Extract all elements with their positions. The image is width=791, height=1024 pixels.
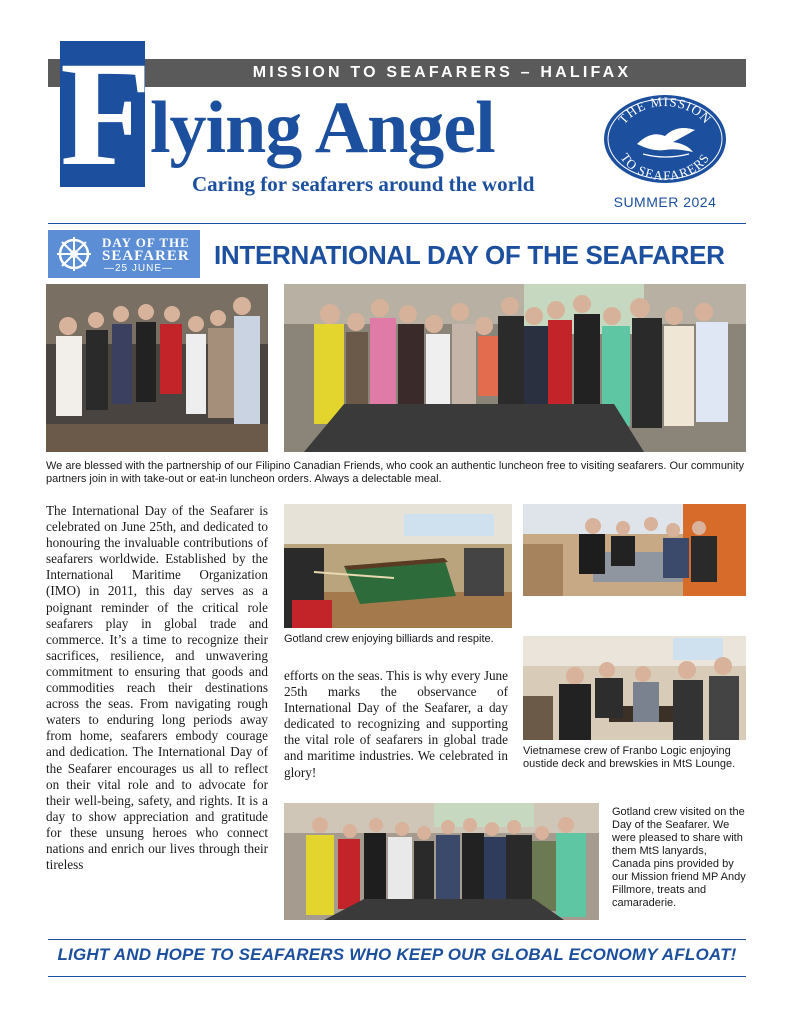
caption-gotland-crew: Gotland crew visited on the Day of the Seafarer. We were pleased to share with them MtS lanyards, Canada pins provided by our Mission friend MP Andy Fillmore, treats and camaraderie. xyxy=(612,806,746,909)
photo-billiards xyxy=(284,504,512,628)
masthead-big-letter: F xyxy=(60,31,152,197)
photo-gotland-crew xyxy=(284,803,599,920)
photo-deck xyxy=(523,504,746,596)
masthead-divider xyxy=(48,223,746,224)
footer-slogan: LIGHT AND HOPE TO SEAFARERS WHO KEEP OUR GLOBAL ECONOMY AFLOAT! xyxy=(57,945,737,964)
mission-emblem-logo xyxy=(603,94,727,184)
footer-divider-bottom xyxy=(48,976,746,977)
caption-lounge: Vietnamese crew of Franbo Logic enjoying oustide deck and brewskies in MtS Lounge. xyxy=(523,745,736,770)
day-of-seafarer-badge xyxy=(48,230,200,278)
emblem-text-top: THE MISSION xyxy=(615,94,715,127)
masthead-top-bar-text: MISSION TO SEAFARERS – HALIFAX xyxy=(252,64,632,81)
issue-season: SUMMER 2024 xyxy=(613,194,717,210)
newsletter-tagline: Caring for seafarers around the world xyxy=(192,172,535,196)
caption-billiards: Gotland crew enjoying billiards and respite. xyxy=(284,633,494,645)
footer-divider-top xyxy=(48,939,746,940)
photo-lounge xyxy=(523,636,746,740)
ship-wheel-icon xyxy=(54,236,94,272)
caption-top-photos: We are blessed with the partnership of our Filipino Canadian Friends, who cook an authentic luncheon free to visiting seafarers. Our community partners join in with take-out or eat-in luncheon orders. Always a delectable meal. xyxy=(46,460,745,485)
article-headline: INTERNATIONAL DAY OF THE SEAFARER xyxy=(214,240,725,270)
emblem-text-bottom: TO SEAFARERS xyxy=(617,150,713,184)
photo-group-right xyxy=(284,284,746,452)
badge-line-1: DAY OF THE xyxy=(102,235,190,250)
badge-line-2: SEAFARER xyxy=(102,248,190,264)
article-column-1: The International Day of the Seafarer is celebrated on June 25th, and dedicated to honouring the invaluable contributions of seafarers worldwide. Established by the International Maritime Organization (IMO) in 2011, this day serves as a poignant reminder of the critical role seafarers play in global trade and commerce. It’s a time to recognize their sacrifices, resilience, and unwavering commitment to ensuring that goods and commodities reach their destinations across the seas. From navigating rough waters to enduring long periods away from home, seafarers embody courage and dedication. The International Day of the Seafarer encourages us all to reflect on their vital role and to advocate for their well-being, safety, and rights. It is a day to show appreciation and gratitude for these unsung heroes who connect nations and enrich our lives through their tireless xyxy=(46,503,268,873)
article-column-2: efforts on the seas. This is why every June 25th marks the observance of International Day of the Seafarer, a day dedicated to recognizing and supporting the vital role of seafarers in global trade and maritime industries. We celebrated in glory! xyxy=(284,668,508,780)
photo-group-left xyxy=(46,284,268,452)
badge-line-3: —25 JUNE— xyxy=(104,263,174,274)
newsletter-title: lying Angel xyxy=(150,87,495,169)
